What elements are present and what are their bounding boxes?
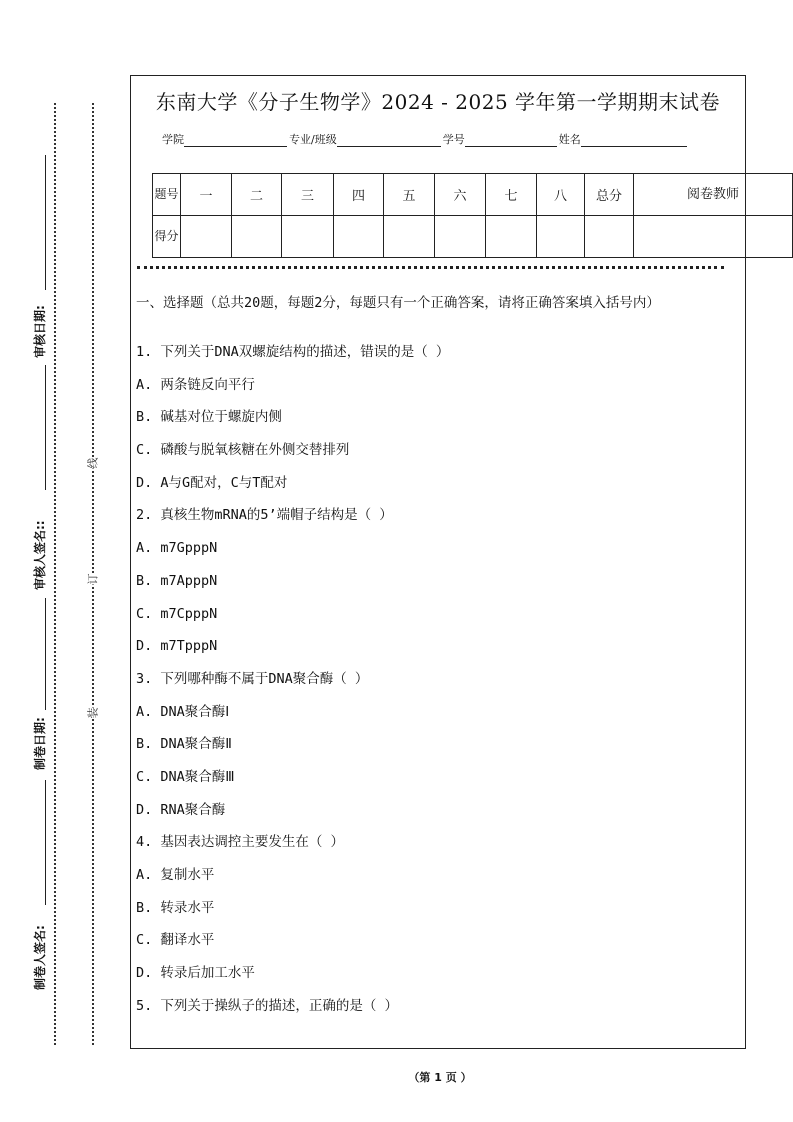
question-stem: 3. 下列哪种酶不属于DNA聚合酶（ ） [136, 670, 369, 687]
compiler-signature-label: 制卷人签名: [33, 925, 47, 990]
signature-line [45, 155, 46, 290]
header-cell: 五 [384, 174, 435, 216]
answer-option: A. m7GpppN [136, 540, 218, 557]
college-field[interactable] [184, 133, 287, 147]
review-date-label: 审核日期: [33, 305, 47, 358]
major-label: 专业/班级 [289, 133, 337, 146]
answer-option: B. 转录水平 [136, 899, 215, 916]
exam-title: 东南大学《分子生物学》2024 - 2025 学年第一学期期末试卷 [155, 90, 721, 114]
binding-dotted-line [54, 103, 56, 1045]
major-field[interactable] [337, 133, 441, 147]
answer-option: B. 碱基对位于螺旋内侧 [136, 409, 282, 426]
header-cell: 六 [435, 174, 486, 216]
binding-mark: 装 [86, 707, 100, 719]
answer-option: B. DNA聚合酶Ⅱ [136, 736, 232, 753]
question-stem: 5. 下列关于操纵子的描述，正确的是（ ） [136, 997, 399, 1014]
score-row [153, 216, 793, 258]
college-label: 学院 [162, 133, 184, 146]
answer-option: C. m7CpppN [136, 605, 218, 622]
header-cell: 阅卷教师 [634, 174, 793, 216]
score-cell[interactable] [486, 216, 537, 258]
name-field[interactable] [581, 133, 687, 147]
header-cell: 二 [232, 174, 282, 216]
binding-mark: 订 [86, 573, 100, 585]
score-cell[interactable] [384, 216, 435, 258]
binding-mark: 线 [86, 457, 100, 469]
score-cell[interactable] [634, 216, 793, 258]
score-cell[interactable] [334, 216, 384, 258]
answer-option: B. m7ApppN [136, 572, 218, 589]
answer-option: C. DNA聚合酶Ⅲ [136, 768, 235, 785]
question-stem: 1. 下列关于DNA双螺旋结构的描述，错误的是（ ） [136, 344, 450, 360]
answer-option: C. 翻译水平 [136, 932, 215, 949]
answer-option: D. A与G配对，C与T配对 [136, 474, 288, 491]
score-table [152, 173, 793, 258]
signature-line [45, 598, 46, 710]
score-table-header [153, 174, 793, 216]
answer-option: D. 转录后加工水平 [136, 965, 255, 982]
header-cell: 三 [282, 174, 334, 216]
header-cell: 八 [537, 174, 585, 216]
question-stem: 4. 基因表达调控主要发生在（ ） [136, 834, 345, 851]
answer-option: D. m7TpppN [136, 638, 218, 655]
header-cell: 七 [486, 174, 537, 216]
score-cell[interactable] [282, 216, 334, 258]
student-info-row [162, 131, 689, 147]
answer-option: A. 两条链反向平行 [136, 376, 255, 393]
student-id-field[interactable] [465, 133, 557, 147]
page-number: （第 1 页 ） [408, 1071, 472, 1084]
question-stem: 2. 真核生物mRNA的5’端帽子结构是（ ） [136, 507, 393, 524]
signature-line [45, 780, 46, 905]
header-cell: 总分 [585, 174, 634, 216]
answer-option: A. 复制水平 [136, 867, 215, 883]
header-cell: 四 [334, 174, 384, 216]
name-label: 姓名 [558, 133, 581, 146]
score-row-label: 得分 [153, 216, 181, 258]
dotted-separator [137, 266, 724, 269]
score-cell[interactable] [232, 216, 282, 258]
answer-option: A. DNA聚合酶Ⅰ [136, 703, 230, 720]
question-content [136, 292, 736, 1028]
signature-line [45, 365, 46, 490]
answer-option: C. 磷酸与脱氧核糖在外侧交替排列 [136, 442, 350, 459]
student-id-label: 学号 [442, 133, 465, 146]
answer-option: D. RNA聚合酶 [136, 801, 226, 818]
reviewer-signature-label: 审核人签名:: [33, 520, 47, 590]
score-cell[interactable] [435, 216, 486, 258]
section-heading: 一、选择题（总共20题，每题2分，每题只有一个正确答案，请将正确答案填入括号内） [136, 295, 660, 311]
compile-date-label: 制卷日期: [33, 717, 47, 770]
header-cell: 一 [181, 174, 232, 216]
score-cell[interactable] [181, 216, 232, 258]
score-cell[interactable] [585, 216, 634, 258]
header-cell: 题号 [153, 174, 181, 216]
score-cell[interactable] [537, 216, 585, 258]
